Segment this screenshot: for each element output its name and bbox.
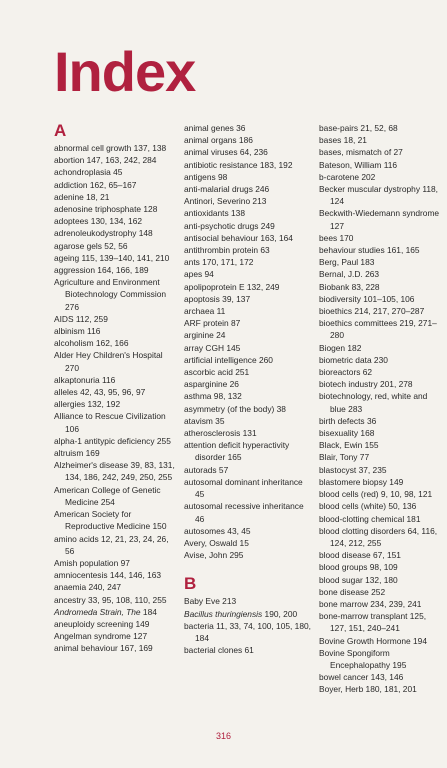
index-entry: antigens 98 xyxy=(184,171,228,182)
index-entry: addiction 162, 65–167 xyxy=(54,179,137,190)
index-entry: adoptees 130, 134, 162 xyxy=(54,216,143,227)
index-entry: bases, mismatch of 27 xyxy=(319,147,403,158)
index-entry: biotechnology, red, white and blue 283 xyxy=(319,391,428,414)
index-entry: arginine 24 xyxy=(184,330,226,341)
index-entry: Avise, John 295 xyxy=(184,550,244,561)
index-entry: apoptosis 39, 137 xyxy=(184,293,251,304)
index-entry: Agriculture and Environment Biotechnology Commission 276 xyxy=(54,277,167,312)
index-entry: bioethics committees 219, 271–280 xyxy=(319,318,437,341)
index-entry: blood disease 67, 151 xyxy=(319,550,401,561)
index-entry: altruism 169 xyxy=(54,448,100,459)
index-entry: achondroplasia 45 xyxy=(54,167,123,178)
index-entry: aggression 164, 166, 189 xyxy=(54,265,149,276)
index-entry: bioreactors 62 xyxy=(319,367,373,378)
index-entry: apes 94 xyxy=(184,269,214,280)
index-entry: animal viruses 64, 236 xyxy=(184,147,268,158)
index-entry: Bacillus thuringiensis 190, 200 xyxy=(184,608,298,619)
index-entry: bisexuality 168 xyxy=(319,428,375,439)
index-entry: autosomal dominant inheritance 45 xyxy=(184,476,303,500)
index-entry: antibiotic resistance 183, 192 xyxy=(184,159,293,170)
index-entry: birth defects 36 xyxy=(319,415,377,426)
index-entry: Boyer, Herb 180, 181, 201 xyxy=(319,684,417,695)
index-entry: ageing 115, 139–140, 141, 210 xyxy=(54,252,170,263)
index-entry: Biobank 83, 228 xyxy=(319,281,380,292)
index-entry: array CGH 145 xyxy=(184,342,241,353)
entry-list xyxy=(184,122,312,561)
index-entry: Alzheimer's disease 39, 83, 131, 134, 186, 242, 249, 250, 255 xyxy=(54,460,175,483)
index-entry: atherosclerosis 131 xyxy=(184,428,257,439)
index-column-2 xyxy=(184,122,312,656)
index-entry: blood sugar 132, 180 xyxy=(319,574,398,585)
index-entry: antioxidants 138 xyxy=(184,208,245,219)
index-entry: asthma 98, 132 xyxy=(184,391,242,402)
index-entry: bacteria 11, 33, 74, 100, 105, 180, 184 xyxy=(184,620,311,643)
index-entry: alleles 42, 43, 95, 96, 97 xyxy=(54,387,146,398)
index-entry: Amish population 97 xyxy=(54,557,130,568)
index-entry: animal organs 186 xyxy=(184,135,253,146)
index-entry: bacterial clones 61 xyxy=(184,645,254,656)
index-entry: antisocial behaviour 163, 164 xyxy=(184,232,293,243)
index-entry: blastocyst 37, 235 xyxy=(319,464,387,475)
index-entry: biotech industry 201, 278 xyxy=(319,379,413,390)
page-title: Index xyxy=(54,40,196,103)
index-entry: base-pairs 21, 52, 68 xyxy=(319,123,398,133)
index-entry: albinism 116 xyxy=(54,326,101,337)
entry-list xyxy=(184,595,312,656)
index-entry: biodiversity 101–105, 106 xyxy=(319,293,415,304)
index-entry: animal behaviour 167, 169 xyxy=(54,643,153,654)
index-entry: autosomes 43, 45 xyxy=(184,525,251,536)
index-column-3 xyxy=(319,122,443,696)
index-entry: Bovine Spongiform Encephalopathy 195 xyxy=(319,647,407,670)
index-entry: aneuploidy screening 149 xyxy=(54,618,150,629)
index-entry: Berg, Paul 183 xyxy=(319,257,375,268)
index-entry: asparginine 26 xyxy=(184,379,239,390)
index-entry: antithrombin protein 63 xyxy=(184,245,270,256)
index-entry: Bernal, J.D. 263 xyxy=(319,269,380,280)
index-entry: Biogen 182 xyxy=(319,342,362,353)
index-entry: abnormal cell growth 137, 138 xyxy=(54,143,167,153)
index-entry: Becker muscular dystrophy 118, 124 xyxy=(319,184,439,207)
index-entry: agarose gels 52, 56 xyxy=(54,240,128,251)
index-entry: abortion 147, 163, 242, 284 xyxy=(54,155,157,166)
index-entry: Angelman syndrome 127 xyxy=(54,631,148,642)
entry-list xyxy=(319,122,443,696)
index-entry: anti-malarial drugs 246 xyxy=(184,184,270,195)
index-entry: bone-marrow transplant 125, 127, 151, 240–241 xyxy=(319,611,427,634)
index-entry: blood clotting disorders 64, 116, 124, 212, 255 xyxy=(319,525,438,548)
index-entry: adenine 18, 21 xyxy=(54,191,110,202)
index-entry: archaea 11 xyxy=(184,306,226,317)
index-entry: bone disease 252 xyxy=(319,586,386,597)
index-entry: alkaptonuria 116 xyxy=(54,374,116,385)
index-entry: Antinori, Severino 213 xyxy=(184,196,267,207)
index-entry: AIDS 112, 259 xyxy=(54,313,108,324)
index-entry: atavism 35 xyxy=(184,415,225,426)
index-entry: bowel cancer 143, 146 xyxy=(319,672,404,683)
index-entry: adrenoleukodystrophy 148 xyxy=(54,228,153,239)
index-entry: anaemia 240, 247 xyxy=(54,582,122,593)
index-entry: behaviour studies 161, 165 xyxy=(319,245,420,256)
index-entry: Beckwith-Wiedemann syndrome 127 xyxy=(319,208,440,231)
index-entry: Bovine Growth Hormone 194 xyxy=(319,635,427,646)
index-entry: autorads 57 xyxy=(184,464,229,475)
index-entry: alpha-1 antitypic deficiency 255 xyxy=(54,435,171,446)
index-entry: Black, Ewin 155 xyxy=(319,440,379,451)
index-entry: attention deficit hyperactivity disorder 165 xyxy=(184,440,290,463)
index-entry: ants 170, 171, 172 xyxy=(184,257,254,268)
index-entry: animal genes 36 xyxy=(184,123,246,133)
index-entry: biometric data 230 xyxy=(319,354,388,365)
index-entry: blood cells (white) 50, 136 xyxy=(319,501,417,512)
index-entry: American Society for Reproductive Medicine 150 xyxy=(54,509,167,532)
index-entry: apolipoprotein E 132, 249 xyxy=(184,281,280,292)
index-entry: bees 170 xyxy=(319,232,354,243)
index-entry: allergies 132, 192 xyxy=(54,399,121,410)
entry-list xyxy=(54,142,176,655)
index-entry: Alliance to Rescue Civilization 106 xyxy=(54,411,166,434)
index-entry: anti-psychotic drugs 249 xyxy=(184,220,275,231)
index-entry: American College of Genetic Medicine 254 xyxy=(54,484,161,507)
index-entry: Blair, Tony 77 xyxy=(319,452,370,463)
index-entry: blood cells (red) 9, 10, 98, 121 xyxy=(319,489,433,500)
index-entry: Andromeda Strain, The 184 xyxy=(54,606,157,617)
index-entry: amniocentesis 144, 146, 163 xyxy=(54,570,162,581)
index-entry: ancestry 33, 95, 108, 110, 255 xyxy=(54,594,167,605)
index-entry: bases 18, 21 xyxy=(319,135,367,146)
index-entry: alcoholism 162, 166 xyxy=(54,338,129,349)
index-column-1 xyxy=(54,122,176,655)
index-entry: b-carotene 202 xyxy=(319,171,376,182)
index-entry: amino acids 12, 21, 23, 24, 26, 56 xyxy=(54,533,169,556)
index-entry: Bateson, William 116 xyxy=(319,159,398,170)
index-entry: bioethics 214, 217, 270–287 xyxy=(319,306,425,317)
index-entry: Alder Hey Children's Hospital 270 xyxy=(54,350,163,373)
page-number: 316 xyxy=(215,731,232,741)
index-entry: blood groups 98, 109 xyxy=(319,562,398,573)
index-entry: Baby Eve 213 xyxy=(184,596,237,607)
index-entry: artificial intelligence 260 xyxy=(184,354,273,365)
index-entry: adenosine triphosphate 128 xyxy=(54,204,158,215)
section-letter-b: B xyxy=(184,574,197,594)
index-entry: autosomal recessive inheritance 46 xyxy=(184,501,304,524)
index-entry: asymmetry (of the body) 38 xyxy=(184,403,286,414)
index-entry: ARF protein 87 xyxy=(184,318,241,329)
index-entry: blood-clotting chemical 181 xyxy=(319,513,421,524)
index-entry: blastomere biopsy 149 xyxy=(319,476,404,487)
index-entry: Avery, Oswald 15 xyxy=(184,537,249,548)
index-entry: ascorbic acid 251 xyxy=(184,367,250,378)
section-letter-a: A xyxy=(54,121,67,140)
index-entry: bone marrow 234, 239, 241 xyxy=(319,598,422,609)
